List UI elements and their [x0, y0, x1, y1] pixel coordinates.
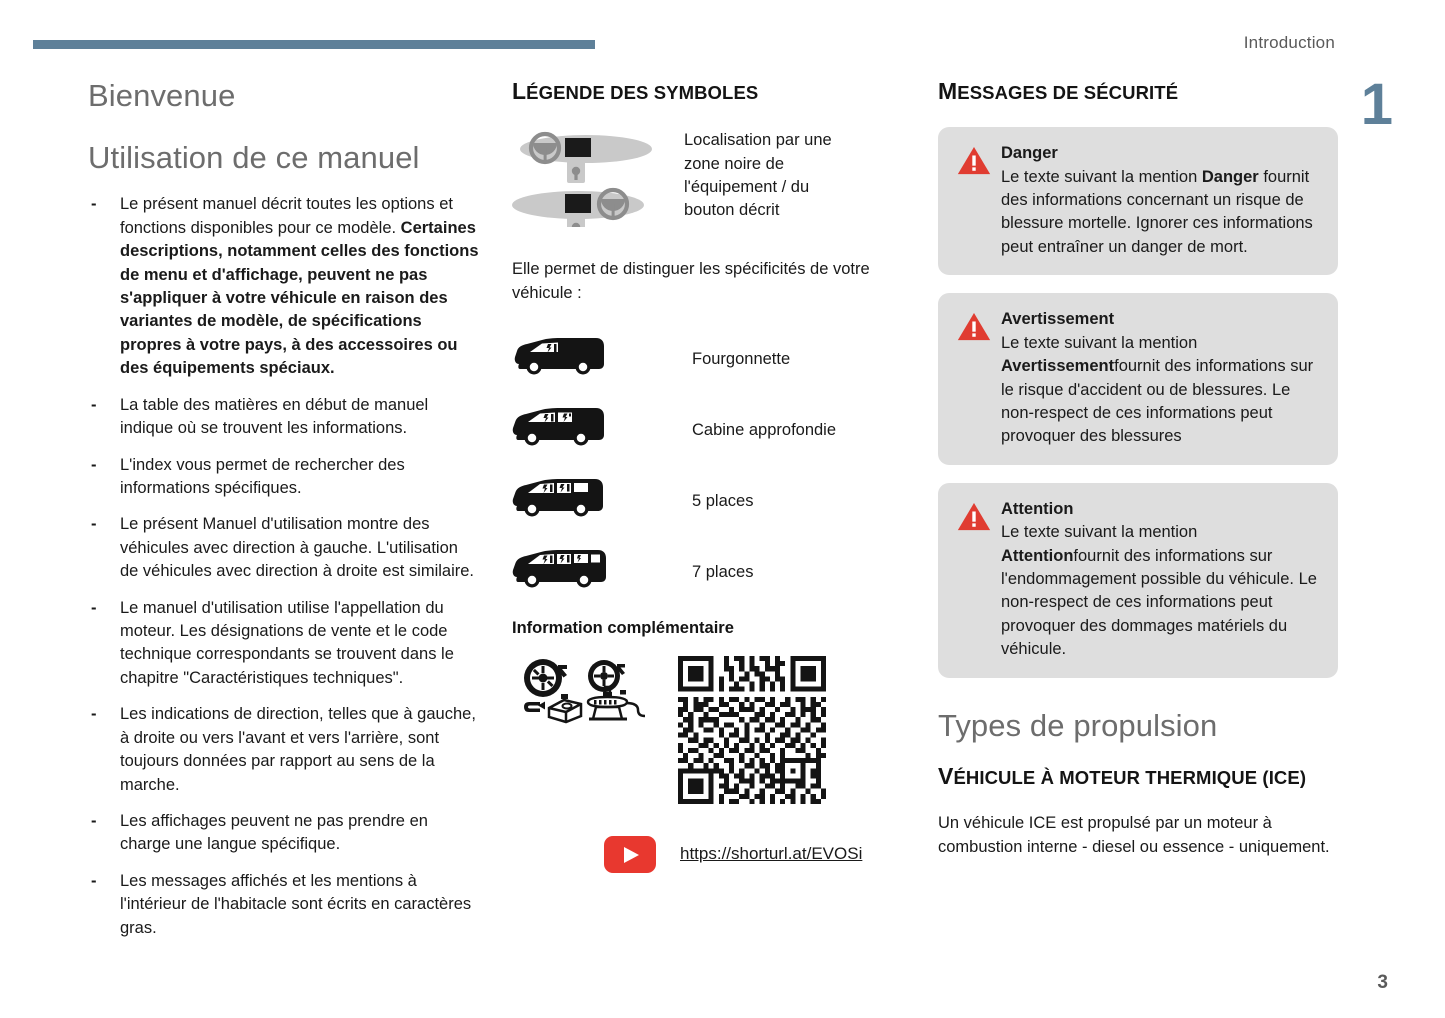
safety-text-a: Le texte suivant la mention	[1001, 167, 1202, 186]
ice-description: Un véhicule ICE est propulsé par un moteur à combustion interne - diesel ou essence - uniquement.	[938, 814, 1330, 856]
subsection-heading-ice	[938, 763, 1338, 790]
list-item-bold: Certaines descriptions, notamment celles des fonctions de menu et d'affichage, peuvent ne pas s'appliquer à votre véhicule en raison des variantes de modèle, de spécifications propres à votre pays, à des accessoires ou des équipements spéciaux.	[120, 218, 479, 378]
heading-rest: ÉGENDE DES SYMBOLES	[526, 82, 759, 103]
list-item-text: Le présent Manuel d'utilisation montre des véhicules avec direction à gauche. L'utilisation de véhicules avec direction à droite est similaire.	[120, 515, 475, 581]
safety-text-b: fournit des informations concernant un risque de blessure mortelle. Ignorer ces informations peut entraîner un danger de mort.	[1001, 167, 1313, 256]
list-item	[88, 454, 480, 501]
vehicle-row	[512, 335, 887, 384]
youtube-icon[interactable]	[604, 836, 656, 873]
safety-text-bold: Danger	[1201, 167, 1259, 186]
safety-box-attention	[938, 483, 1338, 678]
safety-label: Attention	[1001, 499, 1074, 518]
list-item	[88, 870, 480, 940]
safety-text-bold: Avertissement	[1001, 357, 1115, 376]
vehicle-row	[512, 406, 887, 455]
heading-initial: V	[938, 763, 954, 790]
safety-text-a: Le texte suivant la mention	[1001, 333, 1198, 352]
qr-code	[678, 656, 826, 804]
7-seat-icon	[512, 548, 692, 597]
tire-repair-kit-icon	[512, 656, 654, 726]
youtube-link-row[interactable]	[604, 836, 887, 873]
list-item	[88, 703, 480, 797]
warning-triangle-icon	[957, 502, 991, 532]
middle-column	[512, 78, 887, 873]
heading-rest: ESSAGES DE SÉCURITÉ	[957, 82, 1179, 103]
safety-text-bold: Attention	[1001, 546, 1074, 565]
vehicle-row	[512, 477, 887, 526]
right-column	[938, 78, 1338, 859]
warning-triangle-icon	[957, 312, 991, 342]
section-title-usage: Utilisation de ce manuel	[88, 139, 420, 175]
section-heading-safety	[938, 78, 1338, 105]
seven-seat-silhouette-icon	[512, 548, 612, 592]
header-rule	[33, 40, 595, 49]
safety-box-body	[1001, 142, 1319, 259]
page-title: Bienvenue	[88, 78, 236, 113]
list-item-text: Le manuel d'utilisation utilise l'appellation du moteur. Les désignations de vente et le code technique correspondants se trouvent dans le chapitre "Caractéristiques techniques".	[120, 598, 454, 687]
steering-position-icon	[512, 127, 662, 227]
safety-box-body	[1001, 498, 1319, 662]
crew-cab-silhouette-icon	[512, 406, 612, 450]
list-item	[88, 394, 480, 441]
chapter-label: Introduction	[1243, 33, 1335, 52]
list-item	[88, 193, 480, 380]
vehicle-label: Cabine approfondie	[692, 420, 837, 439]
legend-intro-line: Elle permet de distinguer les spécificités de votre véhicule :	[512, 260, 870, 302]
section-heading-legend	[512, 78, 887, 105]
safety-label: Danger	[1001, 144, 1058, 163]
left-column	[88, 78, 480, 953]
vehicle-label: 7 places	[692, 562, 754, 581]
safety-text-b: fournit des informations sur l'endommagement possible du véhicule. Le non-respect de ces informations peut provoquer des dommages matériels du véhicule.	[1001, 546, 1317, 659]
list-item-text: Les messages affichés et les mentions à l'intérieur de l'habitacle sont écrits en caractères gras.	[120, 871, 472, 937]
list-item	[88, 597, 480, 691]
warning-triangle-icon	[957, 146, 991, 176]
additional-info-block	[512, 619, 887, 873]
vehicle-row	[512, 548, 887, 597]
heading-rest: ÉHICULE À MOTEUR THERMIQUE (ICE)	[953, 767, 1307, 789]
section-title-propulsion: Types de propulsion	[938, 707, 1218, 743]
safety-label: Avertissement	[1001, 310, 1115, 329]
list-item-text: La table des matières en début de manuel indique où se trouvent les informations.	[120, 395, 429, 438]
tools-and-qr-row	[512, 656, 887, 804]
list-item-text: Les indications de direction, telles que à gauche, à droite ou vers l'avant et vers l'arrière, sont toujours données par rapport au sens de la marche.	[120, 705, 476, 794]
heading-initial: L	[512, 78, 527, 104]
5-seat-icon	[512, 477, 692, 526]
dashboard-lhd-rhd-icons	[512, 127, 662, 232]
additional-info-heading: Information complémentaire	[512, 618, 734, 637]
page-number: 3	[1377, 972, 1388, 993]
vehicle-label: Fourgonnette	[692, 349, 791, 368]
qr-code-icon	[678, 656, 826, 804]
list-item	[88, 810, 480, 857]
video-link[interactable]: https://shorturl.at/EVOSi	[680, 844, 863, 864]
legend-description: Localisation par une zone noire de l'équipement / du bouton décrit	[684, 131, 832, 220]
crew-cab-icon	[512, 406, 692, 455]
list-item-text: Les affichages peuvent ne pas prendre en charge une langue spécifique.	[120, 811, 428, 854]
chapter-number: 1	[1360, 72, 1393, 137]
safety-text-b: fournit des informations sur le risque d'accident ou de blessures. Le non-respect de ces informations peut provoquer des blessures	[1001, 357, 1314, 446]
van-icon	[512, 335, 692, 384]
safety-box-danger	[938, 127, 1338, 275]
list-item-text: Le présent manuel décrit toutes les options et fonctions disponibles pour ce modèle.	[120, 195, 453, 237]
safety-box-avertissement	[938, 293, 1338, 465]
tire-tools-icons	[512, 656, 654, 731]
vehicle-label: 5 places	[692, 491, 754, 510]
safety-box-body	[1001, 308, 1319, 449]
safety-text-a: Le texte suivant la mention	[1001, 523, 1198, 542]
list-item-text: L'index vous permet de rechercher des informations spécifiques.	[120, 455, 405, 497]
five-seat-silhouette-icon	[512, 477, 612, 521]
list-item	[88, 513, 480, 583]
usage-notes-list	[88, 193, 480, 940]
legend-row	[512, 127, 887, 232]
van-silhouette-icon	[512, 335, 612, 379]
heading-initial: M	[938, 78, 958, 104]
